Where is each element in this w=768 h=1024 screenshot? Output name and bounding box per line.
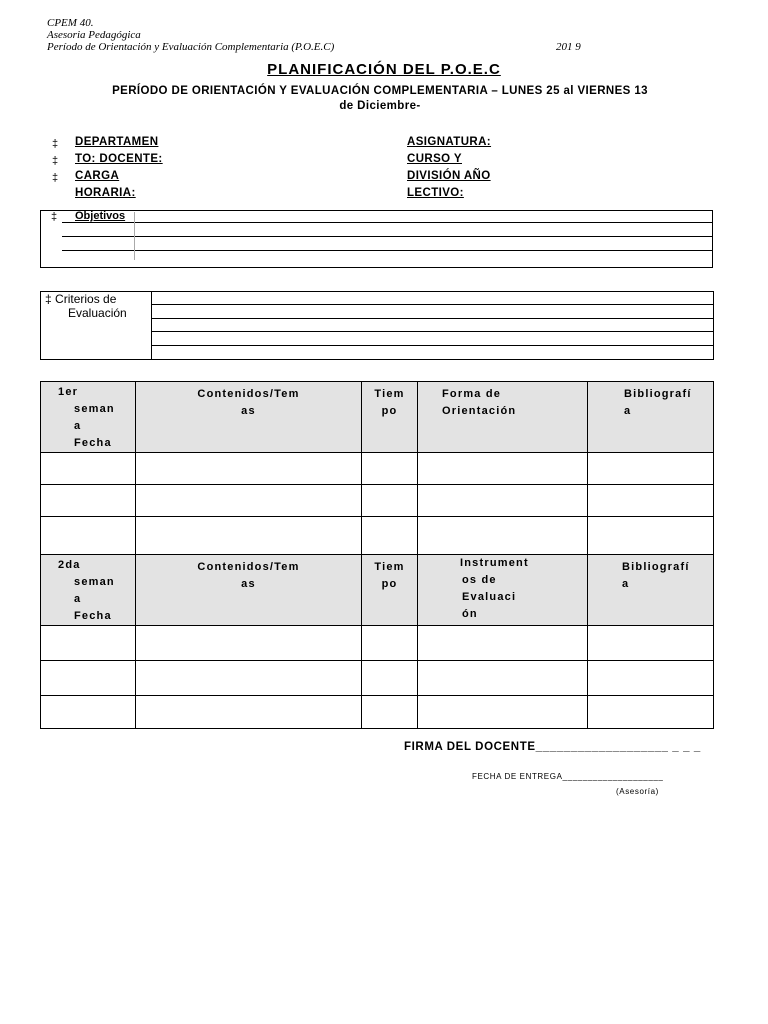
table-cell[interactable] [41,517,136,555]
table-cell[interactable] [418,517,588,555]
firma-docente[interactable]: FIRMA DEL DOCENTE___________________ _ _ _ [404,741,701,753]
table-cell[interactable] [41,485,136,517]
field-label-carga: CARGA [75,170,120,182]
table-cell[interactable] [588,626,714,661]
objetivos-line[interactable] [62,250,712,251]
page-subtitle [60,84,700,114]
table-cell[interactable] [136,626,362,661]
objetivos-label: Objetivos [75,210,126,222]
field-label-horaria: HORARIA: [75,187,136,199]
week1-header-contenidos: Contenidos/Tem as [136,382,362,453]
subtitle-line-1: PERÍODO DE ORIENTACIÓN Y EVALUACIÓN COMPLEMENTARIA – LUNES 25 al VIERNES 13 [112,85,648,97]
week2-header-row [41,555,714,626]
table-cell[interactable] [362,517,418,555]
field-label-lectivo: LECTIVO: [407,187,464,199]
field-label-asignatura: ASIGNATURA: [407,136,492,148]
bullet-icon: ‡ [52,172,59,184]
objetivos-line[interactable] [62,222,712,223]
subtitle-line-2: de Diciembre- [339,100,421,112]
table-cell[interactable] [588,661,714,696]
department-name: Asesoria Pedagógica [47,29,141,41]
week1-header-forma: Forma de Orientación [418,382,588,453]
table-row [41,626,714,661]
week2-header-fecha: 2da seman a Fecha [41,555,136,626]
table-cell[interactable] [362,696,418,729]
table-cell[interactable] [41,661,136,696]
week2-header-instrumentos: Instrument os de Evaluaci ón [418,555,588,626]
week2-header-tiempo: Tiem po [362,555,418,626]
table-cell[interactable] [588,517,714,555]
table-cell[interactable] [588,453,714,485]
table-row [41,696,714,729]
criterios-label-line-2: Evaluación [68,306,127,320]
week1-header-row [41,382,714,453]
field-label-curso: CURSO Y [407,153,462,165]
table-cell[interactable] [136,453,362,485]
table-row [41,453,714,485]
table-cell[interactable] [418,453,588,485]
page-title: PLANIFICACIÓN DEL P.O.E.C [267,61,501,78]
year: 201 9 [556,41,581,53]
table-cell[interactable] [362,661,418,696]
criterios-label-line-1: Criterios de [55,292,117,306]
table-cell[interactable] [136,661,362,696]
table-cell[interactable] [588,485,714,517]
table-cell[interactable] [136,485,362,517]
table-row [41,485,714,517]
divider [151,291,152,360]
field-label-division: DIVISIÓN AÑO [407,170,491,182]
table-row [41,517,714,555]
school-name: CPEM 40. [47,17,94,29]
table-cell[interactable] [136,517,362,555]
week2-header-bibliografia: Bibliografí a [588,555,714,626]
week1-header-fecha: 1er seman a Fecha [41,382,136,453]
table-cell[interactable] [362,626,418,661]
criterios-line[interactable] [151,318,714,319]
bullet-icon: ‡ [45,292,52,306]
criterios-line[interactable] [151,345,714,346]
table-cell[interactable] [418,626,588,661]
table-cell[interactable] [418,696,588,729]
bullet-icon: ‡ [51,211,58,223]
table-cell[interactable] [41,626,136,661]
table-cell[interactable] [136,696,362,729]
table-row [41,661,714,696]
table-cell[interactable] [588,696,714,729]
week1-header-tiempo: Tiem po [362,382,418,453]
objetivos-box [40,210,713,268]
bullet-icon: ‡ [52,138,59,150]
fecha-entrega[interactable]: FECHA DE ENTREGA____________________ [472,772,664,781]
criterios-line[interactable] [151,304,714,305]
table-cell[interactable] [362,453,418,485]
asesoria-label: (Asesoría) [616,787,659,796]
criterios-label [45,292,127,320]
table-cell[interactable] [418,485,588,517]
divider [134,212,135,260]
week1-table [40,381,714,729]
table-cell[interactable] [362,485,418,517]
table-cell[interactable] [41,696,136,729]
week1-header-bibliografia: Bibliografí a [588,382,714,453]
table-cell[interactable] [41,453,136,485]
table-cell[interactable] [418,661,588,696]
field-label-docente: TO: DOCENTE: [75,153,163,165]
period-name: Período de Orientación y Evaluación Complementaria (P.O.E.C) [47,41,335,53]
field-label-departamento: DEPARTAMEN [75,136,159,148]
criterios-line[interactable] [151,331,714,332]
week2-header-contenidos: Contenidos/Tem as [136,555,362,626]
bullet-icon: ‡ [52,155,59,167]
objetivos-line[interactable] [62,236,712,237]
criterios-box [40,291,714,360]
